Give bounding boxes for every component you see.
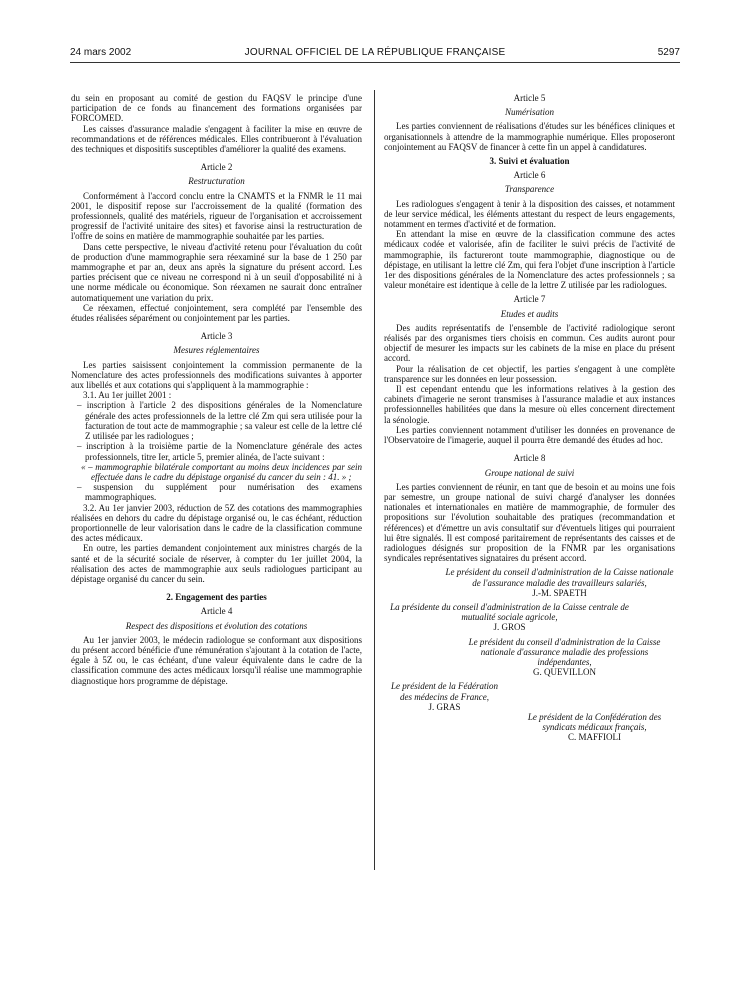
paragraph: En outre, les parties demandent conjointement aux ministres chargés de la santé et de la sécurité sociale de réserver, à compter du 1er juillet 2004, la réalisation des actes de mammographie aux seuls radiologues participant au dépistage organisé du cancer du sein. [71,543,362,584]
article-5-subtitle: Numérisation [504,107,554,118]
paragraph: En attendant la mise en œuvre de la classification commune des actes médicaux codée et valorisée, afin de faciliter le suivi précis de l'activité de mammographie, ils factureront toute mammographie, diagnostique ou de dépistage, en utilisant la lettre clé Zm, qui fera l'objet d'une inscription à l'article 1er des dispositions générales de la Nomenclature des actes professionnels ; sa valeur monétaire est identique à celle de la lettre Z utilisée par les radiologues. [384,229,675,291]
paragraph: Des audits représentatifs de l'ensemble de l'activité radiologique seront réalisés par des organismes tiers choisis en commun. Ces audits auront pour objectif de mesurer les impacts sur les cabinets de la mise en place du présent accord. [384,322,675,364]
article-6-subtitle: Transparence [504,184,555,195]
article-7-title: Article 7 [513,294,546,305]
article-6-title: Article 6 [513,170,546,181]
signature-name: J.-M. SPAETH [532,587,587,598]
signature-name: J. GROS [493,622,526,633]
paragraph: Ce réexamen, effectué conjointement, sera complété par l'ensemble des études réalisées séparément ou conjointement par les parties. [71,302,362,324]
header-date: 24 mars 2002 [70,47,132,58]
article-2-title: Article 2 [200,162,233,173]
paragraph: Les caisses d'assurance maladie s'engagent à faciliter la mise en œuvre de recommandations et de références médicales. Elles contribueront à l'évaluation des techniques et dispositifs susceptibles d'améliorer la qualité des examens. [71,123,362,155]
paragraph: Il est cependant entendu que les informations relatives à la gestion des cabinets d'imagerie ne seront transmises à l'assurance maladie et aux instances professionnelles habilitées que dans la mesure où elles concernent directement la sénologie. [384,384,675,425]
paragraph: Les parties conviennent notamment d'utiliser les données en provenance de l'Observatoire de l'imagerie, auquel il pourra être demandé des études ad hoc. [384,424,675,446]
article-3-title: Article 3 [200,331,233,342]
left-column [71,93,362,686]
paragraph: Au 1er janvier 2003, le médecin radiologue se conformant aux dispositions du présent accord bénéficie d'une rémunération s'ajoutant à la cotation de l'acte, égale à 5Z ou, le cas échéant, d'une valeur équivalente dans le cadre de la classification commune des actes médicaux lorsqu'il réalise une mammographie diagnostique hors programme de dépistage. [71,634,362,686]
paragraph: du sein en proposant au comité de gestion du FAQSV le principe d'une participation de ce fonds au financement des formations organisées par FORCOMED. [71,93,362,124]
right-column [384,93,675,743]
signature-title: Le président de la Confédération des syndicats médicaux français, [527,711,662,733]
header-page-number: 5297 [657,47,680,58]
article-8-title: Article 8 [513,453,546,464]
list-heading: 3.1. Au 1er juillet 2001 : [83,390,172,401]
paragraph: Les radiologues s'engagent à tenir à la disposition des caisses, et notamment de leur service médical, les éléments attestant du respect de leurs engagements, notamment en termes d'activité et de formation. [384,198,675,230]
article-8-subtitle: Groupe national de suivi [484,467,575,478]
section-3-title: 3. Suivi et évaluation [489,156,570,167]
header-title: JOURNAL OFFICIEL DE LA RÉPUBLIQUE FRANÇAISE [244,47,506,58]
section-2-title: 2. Engagement des parties [166,592,267,603]
column-divider [374,90,375,870]
paragraph: Les parties conviennent de réalisations d'études sur les bénéfices cliniques et organisationnels à attendre de la mammographie numérique. Elles proposeront conjointement au FAQSV de financer à cette fin un appel à candidatures. [384,121,675,152]
signature-name: G. QUEVILLON [533,667,596,678]
signature-title: Le président du conseil d'administration de la Caisse nationale d'assurance maladie des professions indépendantes, [468,636,661,667]
signature-title: La présidente du conseil d'administration de la Caisse centrale de mutualité sociale agricole, [390,601,629,623]
paragraph: Les parties conviennent de réunir, en tant que de besoin et au moins une fois par semestre, un groupe national de suivi chargé d'analyser les données nationales et internationales en matière de mammographie, de formuler des propositions sur l'évolution souhaitable des pratiques (recommandation et références) et d'émettre un avis consultatif sur d'éventuels litiges qui pourraient lui être signalés. Il est composé paritairement de représentants des caisses et de radiologues désignés sur proposition de la FNMR par les organisations syndicales représentatives signataires du présent accord. [384,481,675,564]
list-item: – inscription à l'article 2 des dispositions générales de la Nomenclature générale des actes professionnels de la lettre clé Zm qui sera utilisée pour la facturation de tout acte de mammographie ; sa valeur est celle de la lettre clé Z utilisée par les radiologues ; [77,400,362,442]
article-3-subtitle: Mesures réglementaires [173,345,260,356]
paragraph: Conformément à l'accord conclu entre la CNAMTS et la FNMR le 11 mai 2001, le dispositif repose sur l'accroissement de la qualité (formation des professionnels, qualité des matériels, rigueur de l'organisation et accroissement progressif de l'activité unitaire des sites) et favorise ainsi la restructuration de l'offre de soins en matière de mammographie souhaitée par les parties. [71,190,362,242]
signature-title: Le président de la Fédération des médecins de France, [391,681,498,702]
signature-name: C. MAFFIOLI [567,732,621,743]
list-heading: 3.2. Au 1er janvier 2003, réduction de 5Z des cotations des mammographies réalisées en dehors du cadre du dépistage organisé ou, le cas échéant, réduction proportionnelle de leur valorisation dans le cadre de la classification commune des actes médicaux. [71,502,362,544]
signature-title: Le président du conseil d'administration de la Caisse nationale de l'assurance maladie des travailleurs salariés, [445,567,674,588]
list-item: – inscription à la troisième partie de la Nomenclature générale des actes professionnels, titre Ier, article 5, premier alinéa, de l'acte suivant : [77,441,362,462]
header-rule [70,62,680,63]
paragraph: Les parties saisissent conjointement la commission permanente de la Nomenclature des actes professionnels des modifications suivantes à apporter aux libellés et aux cotations qui s'appliquent à la mammographie : [71,359,362,391]
article-4-title: Article 4 [200,606,233,617]
paragraph: Pour la réalisation de cet objectif, les parties s'engagent à une complète transparence sur les données en leur possession. [384,363,675,384]
page-header [70,47,680,61]
article-5-title: Article 5 [513,93,546,103]
list-item: – suspension du supplément pour numérisation des examens mammographiques. [77,482,362,503]
article-4-subtitle: Respect des dispositions et évolution des cotations [125,620,308,631]
quote: « – mammographie bilatérale comportant au moins deux incidences par sein effectuée dans le cadre du dépistage organisé du cancer du sein : 41. » ; [81,461,362,482]
article-2-subtitle: Restructuration [188,176,245,187]
signature-name: J. GRAS [428,701,461,712]
article-7-subtitle: Etudes et audits [500,308,559,319]
paragraph: Dans cette perspective, le niveau d'activité retenu pour l'évaluation du coût de production d'une mammographie sera réexaminé sur la base de 1 250 par mammographe et par an, deux ans après la signature du présent accord. Les parties précisent que ce niveau ne correspond ni à un seuil d'opposabilité ni à une norme médicale ou économique. Son réexamen ne saurait donc entraîner automatiquement une variation du prix. [71,241,362,303]
